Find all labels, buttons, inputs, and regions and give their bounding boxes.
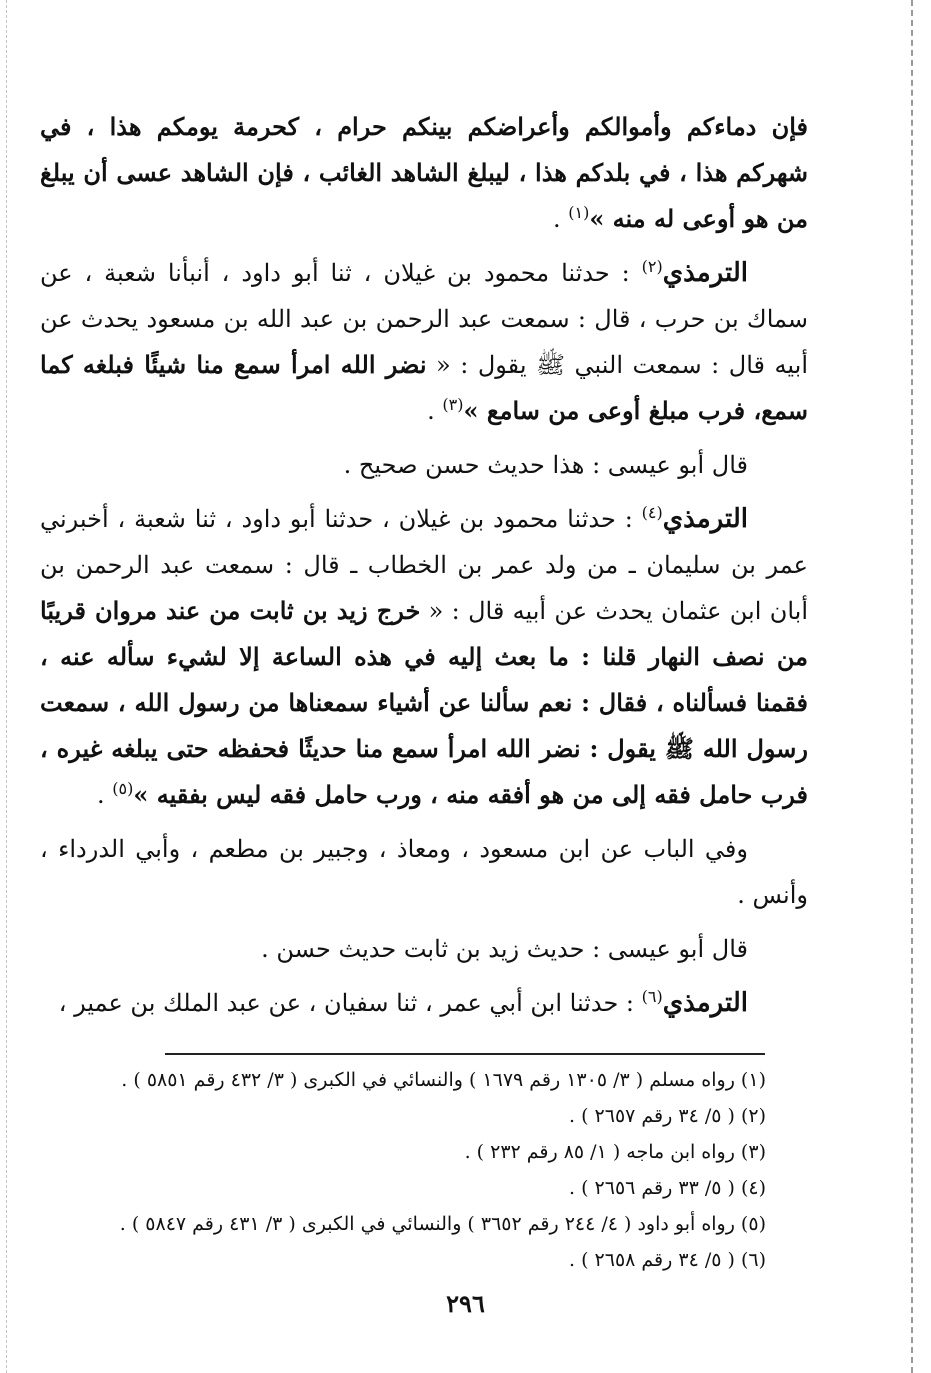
paragraph-hadith-continuation bbox=[40, 104, 808, 242]
narrator-name: الترمذي bbox=[662, 258, 748, 288]
page-number: ٢٩٦ bbox=[446, 1289, 485, 1318]
footnote-1: (١) رواه مسلم ( ٣/ ١٣٠٥ رقم ١٦٧٩ ) والنسائي في الكبرى ( ٣/ ٤٣٢ رقم ٥٨٥١ ) . bbox=[121, 1069, 766, 1091]
hadith-text: خرج زيد بن ثابت من عند مروان قريبًا من نصف النهار قلنا : ما بعث إليه في هذه الساعة إلا لشيء سأله عنه ، فقمنا فسألناه ، فقال : نعم سألنا عن أشياء سمعناها من رسول الله ، سمعت رسول الله ﷺ يقول : نضر الله امرأ سمع منا حديثًا فحفظه حتى يبلغه غيره ، فرب حامل فقه إلى من هو أفقه منه ، ورب حامل فقه ليس بفقيه » bbox=[40, 596, 809, 809]
punctuation: . bbox=[97, 781, 113, 809]
footnote-ref: (٥) bbox=[112, 779, 134, 798]
footnote-ref: (١) bbox=[568, 203, 590, 222]
punctuation: . bbox=[427, 397, 443, 425]
paragraph-abu-isa-1 bbox=[40, 442, 808, 488]
footnote-ref: (٦) bbox=[641, 987, 663, 1006]
footnote-2: (٢) ( ٥/ ٣٤ رقم ٢٦٥٧ ) . bbox=[569, 1105, 766, 1127]
narrator-name: الترمذي bbox=[662, 988, 748, 1018]
isnad-text: : حدثنا ابن أبي عمر ، ثنا سفيان ، عن عبد الملك بن عمير ، bbox=[58, 989, 642, 1017]
paragraph-abu-isa-2 bbox=[40, 926, 808, 972]
footnotes bbox=[30, 1062, 766, 1278]
narrator-name: الترمذي bbox=[662, 504, 748, 534]
footnote-4: (٤) ( ٥/ ٣٣ رقم ٢٦٥٦ ) . bbox=[569, 1177, 766, 1199]
hadith-text: فإن دماءكم وأموالكم وأعراضكم بينكم حرام ، كحرمة يومكم هذا ، في شهركم هذا ، في بلدكم هذا ، ليبلغ الشاهد الغائب ، فإن الشاهد عسى أن يبلغ من هو أوعى له منه » bbox=[40, 112, 808, 233]
paragraph-related-narrators bbox=[40, 826, 808, 918]
paragraph-tirmidhi-2 bbox=[40, 250, 808, 434]
punctuation: . bbox=[552, 205, 569, 233]
commentary-text: وفي الباب عن ابن مسعود ، ومعاذ ، وجبير بن مطعم ، وأبي الدرداء ، وأنس . bbox=[40, 835, 808, 909]
main-text bbox=[40, 104, 808, 1034]
page-edge-right bbox=[911, 0, 913, 1373]
paragraph-tirmidhi-4 bbox=[40, 496, 808, 818]
footnote-divider bbox=[165, 1053, 765, 1055]
footnote-3: (٣) رواه ابن ماجه ( ١/ ٨٥ رقم ٢٣٢ ) . bbox=[464, 1141, 766, 1163]
paragraph-tirmidhi-6 bbox=[40, 980, 808, 1026]
isnad-text: : حدثنا محمود بن غيلان ، ثنا أبو داود ، أنبأنا شعبة ، عن سماك بن حرب ، قال : سمعت عبد الرحمن بن عبد الله بن مسعود يحدث عن أبيه قال : سمعت النبي ﷺ يقول : « bbox=[40, 259, 808, 379]
footnote-ref: (٣) bbox=[442, 395, 464, 414]
commentary-text: قال أبو عيسى : حديث زيد بن ثابت حديث حسن . bbox=[261, 935, 748, 963]
footnote-5: (٥) رواه أبو داود ( ٤/ ٢٤٤ رقم ٣٦٥٢ ) والنسائي في الكبرى ( ٣/ ٤٣١ رقم ٥٨٤٧ ) . bbox=[119, 1213, 766, 1235]
footnote-ref: (٢) bbox=[641, 257, 663, 276]
footnote-ref: (٤) bbox=[641, 503, 663, 522]
hadith-text: نضر الله امرأ سمع منا شيئًا فبلغه كما سمع، فرب مبلغ أوعى من سامع » bbox=[40, 350, 808, 425]
page-edge-left bbox=[6, 0, 7, 1373]
commentary-text: قال أبو عيسى : هذا حديث حسن صحيح . bbox=[343, 451, 748, 479]
isnad-text: : حدثنا محمود بن غيلان ، حدثنا أبو داود ، ثنا شعبة ، أخبرني عمر بن سليمان ـ من ولد عمر بن الخطاب ـ قال : سمعت عبد الرحمن بن أبان ابن عثمان يحدث عن أبيه قال : « bbox=[40, 505, 809, 625]
footnote-6: (٦) ( ٥/ ٣٤ رقم ٢٦٥٨ ) . bbox=[569, 1249, 766, 1271]
